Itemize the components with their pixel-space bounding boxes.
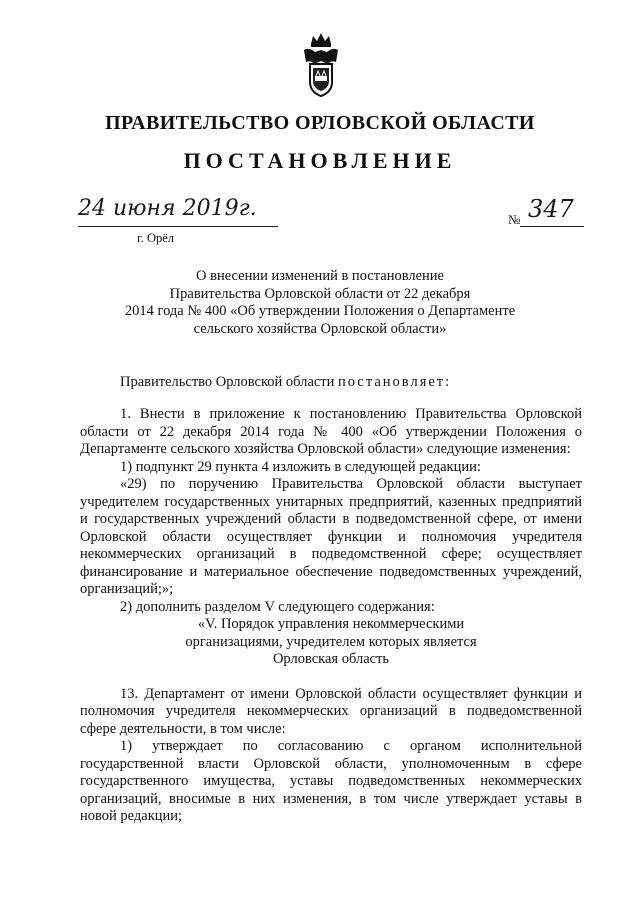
paragraph-29: «29) по поручению Правительства Орловской области выступает учредителем государственных унитарных предприятий, казенных предприятий и государственных учреждений области в подведомственной сфере, от имени Орловской области осуществляет функции и полномочия учредителя некоммерческих организаций в подведомственной сфере; осуществляет финансирование и материальное обеспечение подведомственных учреждений, организаций;»; <box>80 476 582 597</box>
section-title-line: Орловская область <box>272 651 390 667</box>
paragraph-13: 13. Департамент от имени Орловской области осуществляет функции и полномочия учредителя некоммерческих организаций в подведомственной сфере деятельности, в том числе: <box>80 685 582 737</box>
paragraph-1: 1. Внести в приложение к постановлению Правительства Орловской области от 22 декабря 2014 года № 400 «Об утверждении Положения о Департаменте сельского хозяйства Орловской области» следующие изменения: <box>80 406 582 457</box>
section-title-line: «V. Порядок управления некоммерческими <box>197 616 465 632</box>
subject-line: О внесении изменений в постановление <box>196 268 444 284</box>
number-label: № <box>508 212 521 227</box>
handwritten-date: 24 июня 2019г. <box>78 196 257 221</box>
paragraph-1-2: 2) дополнить разделом V следующего содержания: <box>120 598 435 615</box>
handwritten-number: 347 <box>528 195 574 223</box>
document-subject <box>60 268 580 338</box>
section-title-line: организациями, учредителем которых является <box>185 633 477 650</box>
paragraph-13-1: 1) утверждает по согласованию с органом исполнительной государственной власти Орловской области, уполномоченным в сфере государственного имущества, уставы подведомственных некоммерческих организаций, вносимые в них изменения, в том числе утверждает уставы в новой редакции; <box>80 738 582 824</box>
subject-line: Правительства Орловской области от 22 декабря <box>169 285 471 302</box>
date-underline <box>78 226 278 227</box>
government-title: ПРАВИТЕЛЬСТВО ОРЛОВСКОЙ ОБЛАСТИ <box>105 112 535 134</box>
document-type-title: ПОСТАНОВЛЕНИЕ <box>183 148 457 173</box>
document-body <box>80 406 582 826</box>
subject-line: 2014 года № 400 «Об утверждении Положения о Департаменте <box>124 303 516 319</box>
number-underline <box>520 226 584 227</box>
preamble <box>80 374 582 392</box>
coat-of-arms-emblem <box>301 30 341 100</box>
preamble-text: Правительство Орловской области <box>120 374 339 390</box>
city-label: г. Орёл <box>137 231 175 245</box>
preamble-decree-word: постановляет: <box>338 374 452 390</box>
paragraph-1-1: 1) подпункт 29 пункта 4 изложить в следующей редакции: <box>120 458 481 475</box>
subject-line: сельского хозяйства Орловской области» <box>193 320 447 337</box>
